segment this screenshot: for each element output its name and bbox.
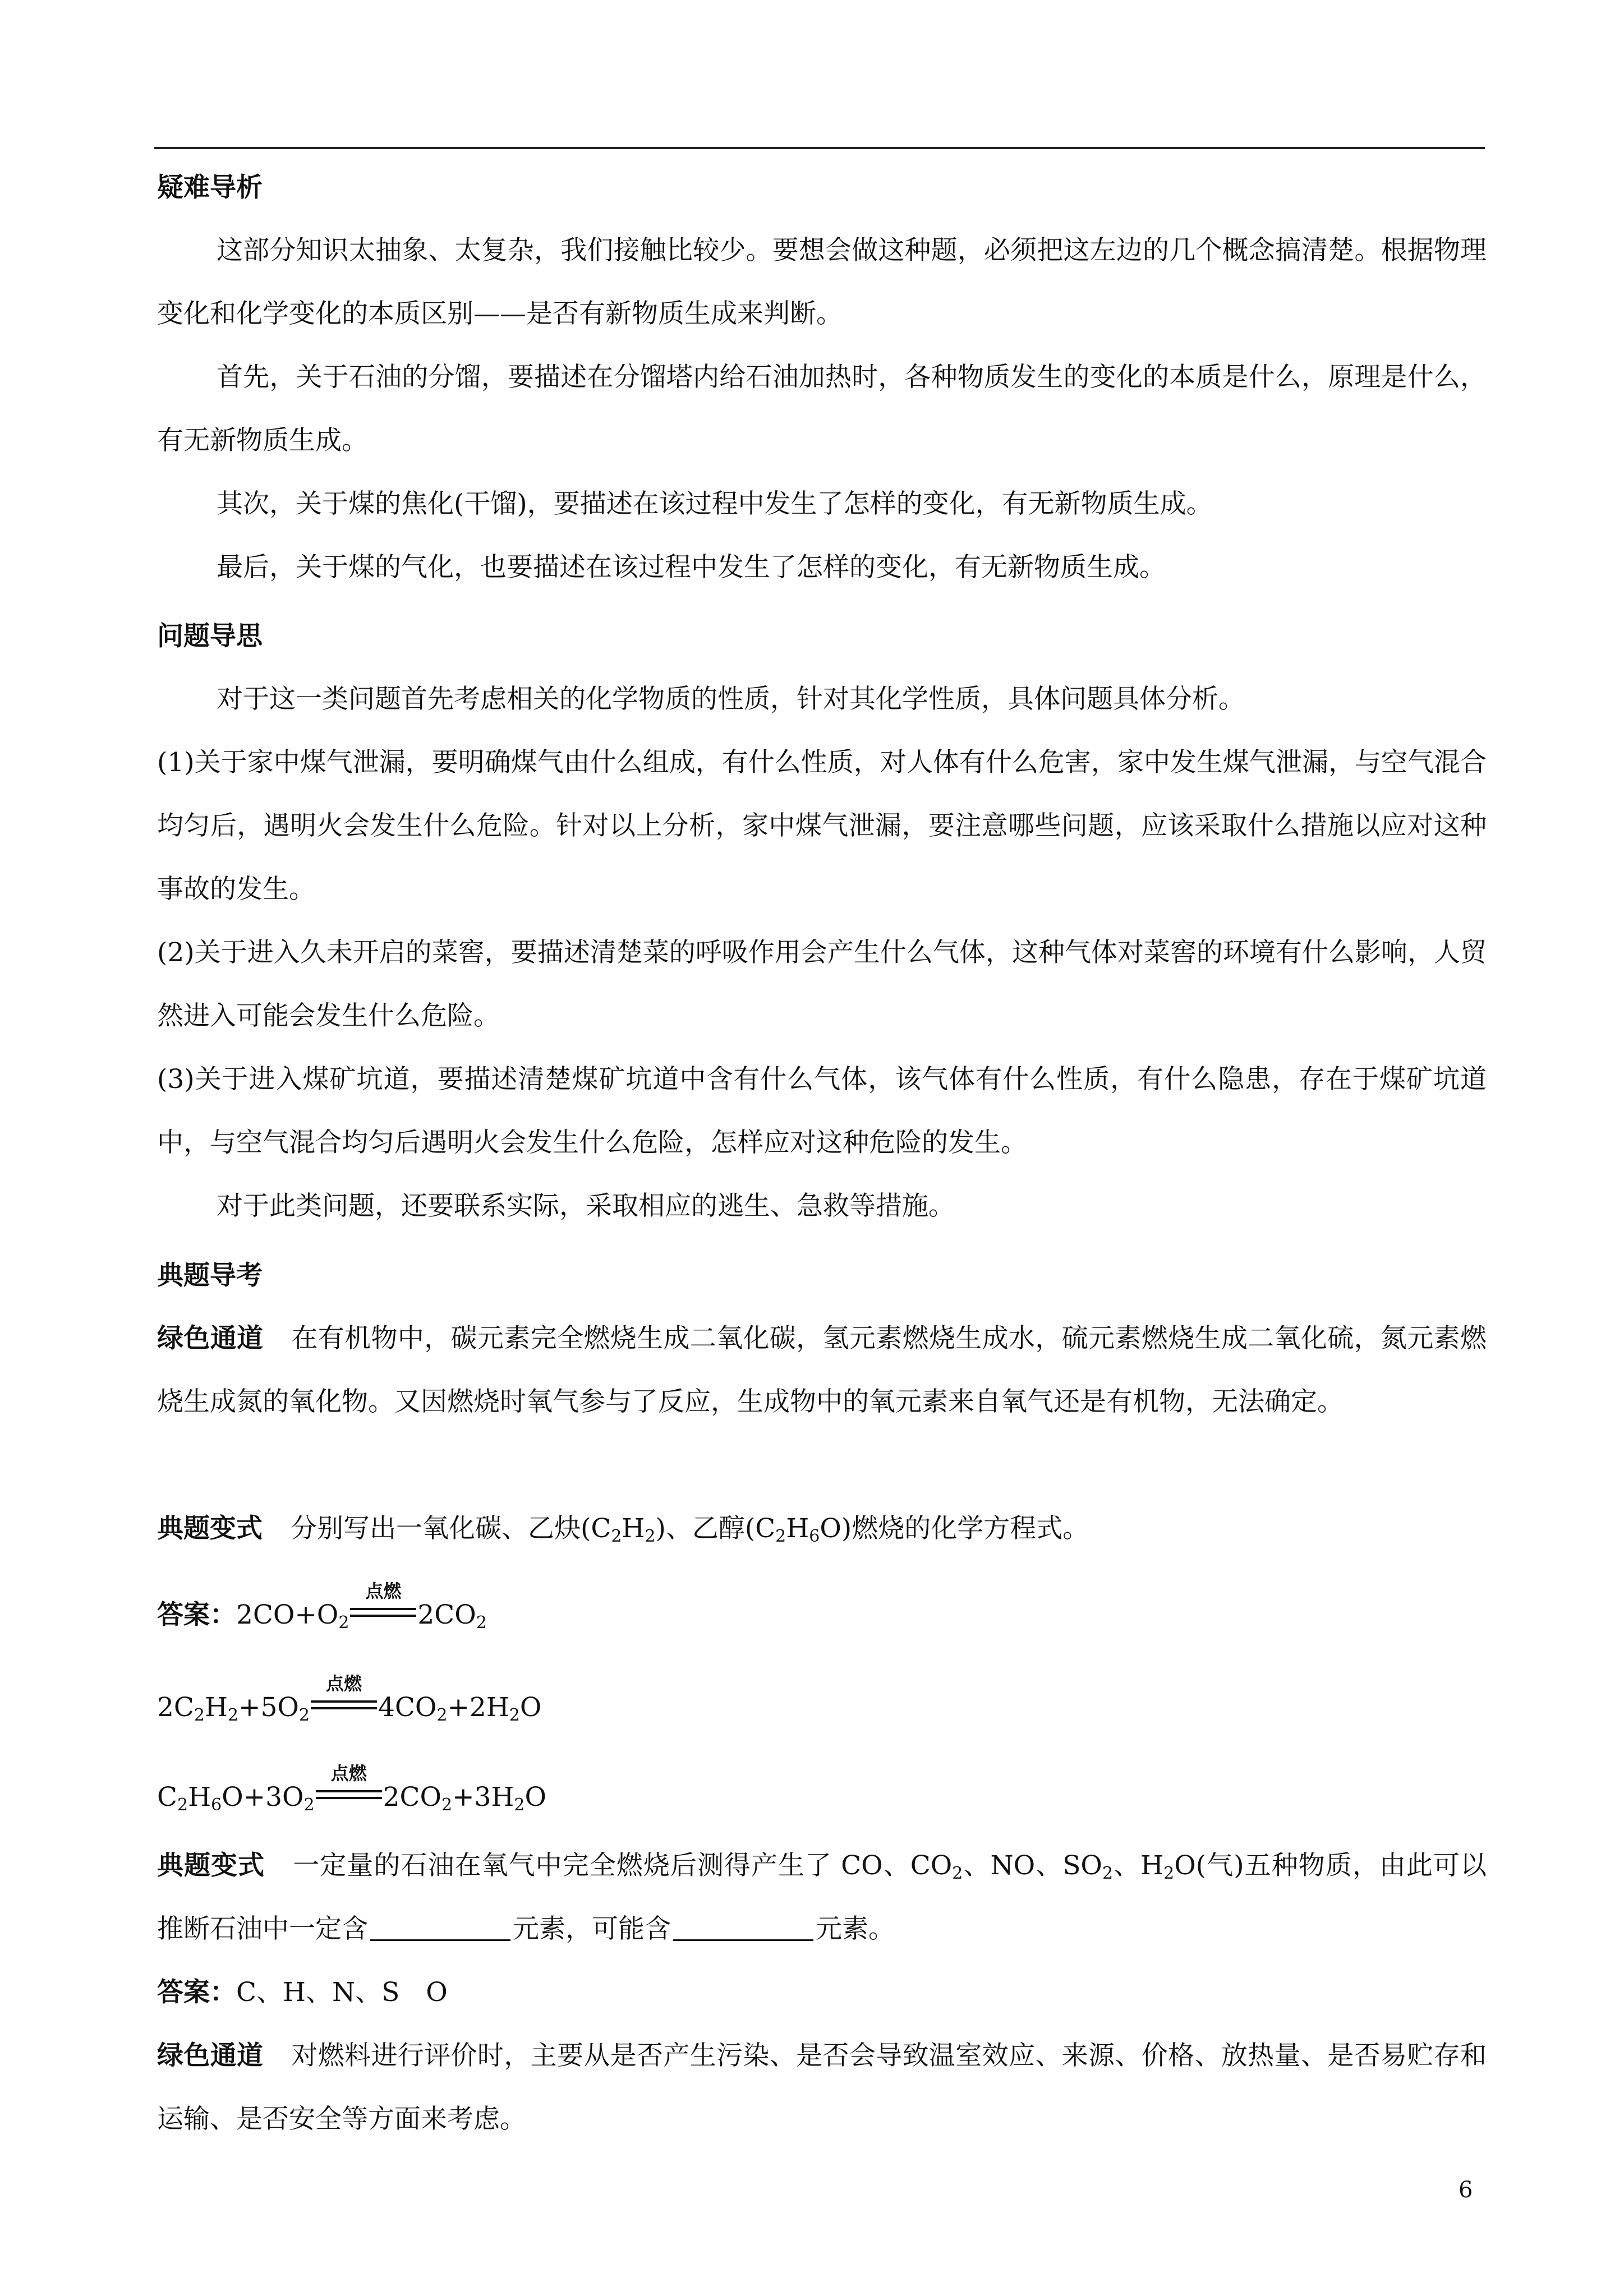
green-channel-2	[157, 2024, 1487, 2151]
wenti-intro: 对于这一类问题首先考虑相关的化学物质的性质，针对其化学性质，具体问题具体分析。	[217, 684, 1245, 714]
green-channel-text: 对燃料进行评价时，主要从是否产生污染、是否会导致温室效应、来源、价格、放热量、是否易贮存和运输、是否安全等方面来考虑。	[157, 2040, 1487, 2134]
green-channel-label: 绿色通道	[157, 2040, 264, 2071]
wenti-outro: 对于此类问题，还要联系实际，采取相应的逃生、急救等措施。	[217, 1191, 955, 1221]
wenti-item-1: (1)关于家中煤气泄漏，要明确煤气由什么组成，有什么性质，对人体有什么危害，家中发生煤气泄漏，与空气混合均匀后，遇明火会发生什么危险。针对以上分析，家中煤气泄漏，要注意哪些问题，应该采取什么措施以应对这种事故的发生。	[157, 747, 1487, 905]
answer-2: 答案：C、H、N、S O	[157, 1977, 448, 2008]
answer-label: 答案：	[157, 1977, 236, 2008]
wenti-item-2: (2)关于进入久未开启的菜窖，要描述清楚菜的呼吸作用会产生什么气体，这种气体对菜窖的环境有什么影响，人贸然进入可能会发生什么危险。	[157, 937, 1487, 1031]
answer-blank-1[interactable]	[370, 1915, 510, 1941]
yinan-para-4: 最后，关于煤的气化，也要描述在该过程中发生了怎样的变化，有无新物质生成。	[217, 552, 1166, 583]
variant-question-1: 典题变式 分别写出一氧化碳、乙炔$(C_2H_2)$、乙醇$(C_2H_6O)$燃烧的化学方程式。	[157, 1513, 1089, 1546]
equation-c2h2: $2C_2H_2+5O_2$ 点燃 $4CO_2+2H_2O$	[157, 1673, 542, 1725]
reaction-condition: 点燃	[330, 1763, 367, 1784]
green-channel-1	[157, 1307, 1487, 1433]
answer-blank-2[interactable]	[673, 1915, 813, 1941]
yinan-para-1: 这部分知识太抽象、太复杂，我们接触比较少。要想会做这种题，必须把这左边的几个概念搞清楚。根据物理变化和化学变化的本质区别——是否有新物质生成来判断。	[157, 235, 1487, 329]
reaction-arrow	[350, 1580, 416, 1621]
section-title-dianti: 典题导考	[157, 1260, 263, 1291]
page-number: 6	[1459, 2177, 1473, 2203]
yinan-para-3: 其次，关于煤的焦化(干馏)，要描述在该过程中发生了怎样的变化，有无新物质生成。	[217, 488, 1213, 519]
variant-label: 典题变式	[157, 1513, 263, 1544]
variant-label: 典题变式	[157, 1850, 265, 1881]
yinan-para-2: 首先，关于石油的分馏，要描述在分馏塔内给石油加热时，各种物质发生的变化的本质是什么，原理是什么，有无新物质生成。	[157, 362, 1487, 456]
reaction-arrow	[311, 1673, 377, 1714]
header-rule	[154, 147, 1485, 149]
green-channel-text: 在有机物中，碳元素完全燃烧生成二氧化碳，氢元素燃烧生成水，硫元素燃烧生成二氧化硫，氮元素燃烧生成氮的氧化物。又因燃烧时氧气参与了反应，生成物中的氧元素来自氧气还是有机物，无法确定。	[157, 1323, 1487, 1417]
section-title-wenti: 问题导思	[157, 621, 263, 652]
equation-co: 答案：$2CO+O_2$ 点燃 $2CO_2$	[157, 1580, 487, 1633]
equation-c2h6o: $C_2H_6O+3O_2$ 点燃 $2CO_2+3H_2O$	[157, 1763, 547, 1815]
reaction-condition: 点燃	[365, 1580, 402, 1602]
answer-label: 答案：	[157, 1599, 236, 1630]
wenti-item-3: (3)关于进入煤矿坑道，要描述清楚煤矿坑道中含有什么气体，该气体有什么性质，有什么隐患，存在于煤矿坑道中，与空气混合均匀后遇明火会发生什么危险，怎样应对这种危险的发生。	[157, 1064, 1487, 1158]
section-title-yinan: 疑难导析	[157, 172, 263, 203]
reaction-condition: 点燃	[325, 1673, 362, 1694]
reaction-arrow	[316, 1763, 382, 1804]
variant-question-2: 典题变式 一定量的石油在氧气中完全燃烧后测得产生了 CO、$CO_2$、NO、$SO_2$、$H_2O$(气)五种物质，由此可以推断石油中一定含 元素，可能含 元素。	[157, 1850, 1487, 1944]
green-channel-label: 绿色通道	[157, 1323, 264, 1354]
